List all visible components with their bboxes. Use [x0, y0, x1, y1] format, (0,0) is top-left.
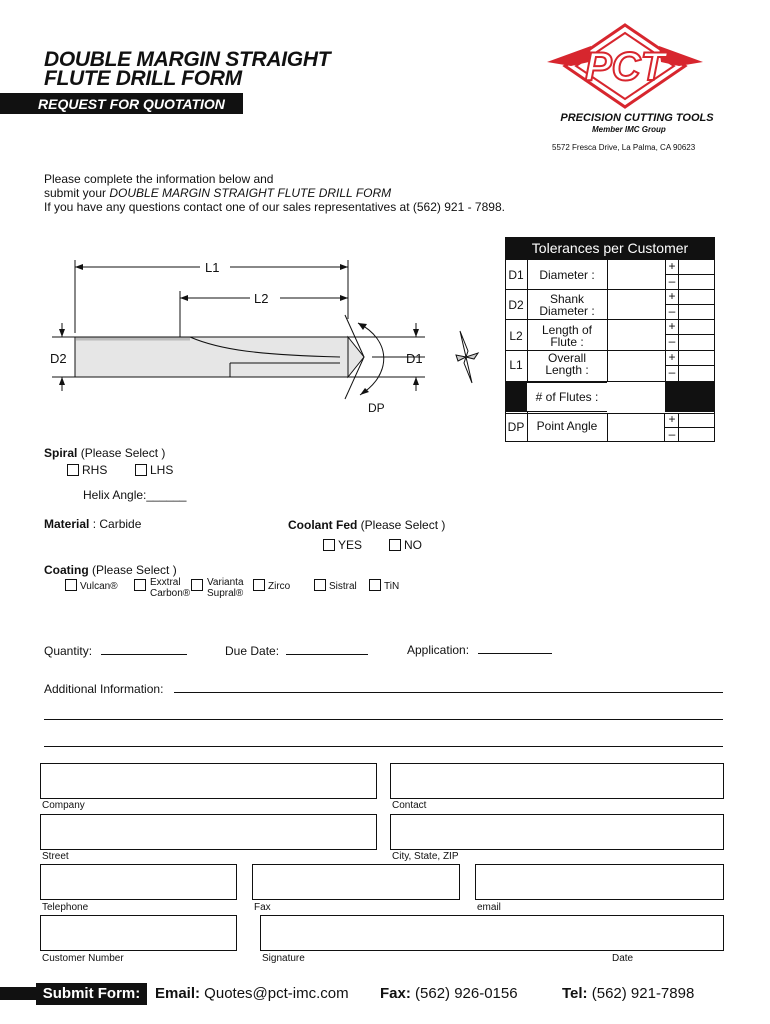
l1-arrow-left [75, 264, 83, 270]
additional-info-line-3[interactable] [44, 746, 723, 747]
minus-sign: – [668, 334, 676, 348]
spiral-label: Spiral [44, 446, 78, 460]
label-dp: DP [368, 401, 385, 415]
material-label: Material [44, 517, 90, 531]
material-value: : Carbide [89, 517, 142, 531]
end-view-lobe-4 [466, 353, 478, 359]
tol-label-flutes: # of Flutes : [527, 383, 607, 411]
d2-arrowhead-top [59, 329, 65, 337]
company-address: 5572 Fresca Drive, La Palma, CA 90623 [552, 143, 696, 152]
exxtral-checkbox[interactable] [134, 579, 146, 591]
tin-label: TiN [384, 581, 400, 592]
customer-number-label: Customer Number [42, 953, 124, 964]
intro-line2-form: DOUBLE MARGIN STRAIGHT FLUTE DRILL FORM [109, 186, 392, 200]
coolant-hint: (Please Select ) [357, 518, 446, 532]
d1-arrowhead-top [413, 329, 419, 337]
col-sep [527, 259, 528, 442]
company-input[interactable] [40, 763, 377, 799]
tin-checkbox[interactable] [369, 579, 381, 591]
email-input[interactable] [475, 864, 724, 900]
coating-hint: (Please Select ) [88, 563, 177, 577]
intro-line2-prefix: submit your [44, 186, 110, 200]
minus-sign: – [668, 304, 676, 318]
label-l1: L1 [205, 260, 220, 275]
tol-label-l2: Length of Flute : [541, 323, 593, 349]
footer-tel [562, 985, 694, 1002]
footer-tel-label: Tel: [562, 985, 588, 1002]
intro-line2 [44, 186, 505, 200]
helix-angle[interactable]: Helix Angle:______ [83, 488, 187, 502]
spiral-heading [44, 446, 165, 460]
contact-label: Contact [392, 800, 427, 811]
intro-line3: If you have any questions contact one of our sales representatives at (562) 921 - 7898. [44, 200, 505, 214]
vulcan-checkbox[interactable] [65, 579, 77, 591]
date-label: Date [612, 953, 634, 964]
lhs-checkbox[interactable] [135, 464, 147, 476]
tol-code-l2: L2 [509, 329, 523, 343]
drill-body [75, 337, 348, 377]
plus-sign: + [668, 350, 676, 364]
contact-input[interactable] [390, 763, 724, 799]
telephone-input[interactable] [40, 864, 237, 900]
tol-code-d1: D1 [508, 268, 524, 282]
footer-fax-label: Fax: [380, 985, 411, 1002]
coating-varianta-option[interactable] [191, 579, 206, 592]
rhs-checkbox[interactable] [67, 464, 79, 476]
sistral-checkbox[interactable] [314, 579, 326, 591]
coating-label: Coating [44, 563, 89, 577]
fax-input[interactable] [252, 864, 460, 900]
l2-arrow-left [180, 295, 188, 301]
coolant-yes-label: YES [338, 538, 363, 552]
footer-email[interactable] [155, 985, 349, 1002]
flutes-input[interactable] [607, 382, 665, 412]
plus-sign: + [668, 259, 676, 273]
coolant-no-option[interactable] [389, 538, 422, 552]
coating-exxtral-option[interactable] [134, 579, 149, 592]
exxtral-label-2: Carbon® [150, 588, 191, 599]
coolant-no-checkbox[interactable] [389, 539, 401, 551]
spiral-rhs-option[interactable] [67, 463, 107, 477]
footer-email-label: Email: [155, 985, 201, 1002]
varianta-text [207, 577, 244, 599]
footer-fax-value: (562) 926-0156 [410, 985, 518, 1002]
plus-sign: + [668, 319, 676, 333]
company-label: Company [42, 800, 85, 811]
minus-sign: – [668, 365, 676, 379]
coolant-label: Coolant Fed [288, 518, 358, 532]
quantity-input[interactable] [101, 654, 187, 655]
end-view-lobe-2 [464, 357, 472, 383]
point-angle-input[interactable] [607, 413, 665, 442]
coating-tin-option[interactable] [369, 579, 399, 592]
form-title [44, 50, 330, 88]
varianta-checkbox[interactable] [191, 579, 203, 591]
drill-end-view [456, 331, 478, 383]
quantity-label: Quantity: [44, 644, 93, 658]
footer-fax [380, 985, 518, 1002]
tol-label-d1: Diameter : [539, 268, 595, 282]
coolant-yes-option[interactable] [323, 538, 362, 552]
varianta-label-1: Varianta [207, 577, 244, 588]
coolant-yes-checkbox[interactable] [323, 539, 335, 551]
application-input[interactable] [478, 653, 552, 654]
street-label: Street [42, 851, 69, 862]
l2-arrow-right [340, 295, 348, 301]
form-title-line1: DOUBLE MARGIN STRAIGHT [44, 48, 331, 71]
tol-code-l1: L1 [509, 358, 523, 372]
telephone-label: Telephone [42, 902, 89, 913]
intro-line1: Please complete the information below and [44, 172, 274, 186]
submit-form-label: Submit Form: [36, 983, 147, 1005]
coating-zirco-option[interactable] [253, 579, 290, 592]
coating-sistral-option[interactable] [314, 579, 357, 592]
application-label: Application: [407, 643, 470, 657]
city-state-zip-label: City, State, ZIP [392, 851, 459, 862]
signature-input[interactable] [260, 915, 724, 951]
coolant-no-label: NO [404, 538, 422, 552]
additional-info-line-1[interactable] [174, 692, 723, 693]
coating-vulcan-option[interactable] [65, 579, 118, 592]
form-title-line2: FLUTE DRILL FORM [44, 67, 242, 90]
d1-arrowhead-bottom [413, 377, 419, 385]
tolerance-header: Tolerances per Customer [505, 237, 715, 259]
label-l2: L2 [254, 291, 269, 306]
lhs-label: LHS [150, 463, 174, 477]
plus-sign: + [668, 412, 676, 426]
logo-text: PCT [585, 45, 665, 89]
member-text: Member IMC Group [592, 125, 666, 134]
drill-diagram [40, 255, 500, 425]
exxtral-label-1: Exxtral [150, 577, 181, 588]
exxtral-text [150, 577, 190, 599]
value-col [607, 259, 665, 381]
due-date-label: Due Date: [225, 644, 280, 658]
tolerance-table [505, 237, 715, 442]
zirco-checkbox[interactable] [253, 579, 265, 591]
plus-sign: + [668, 289, 676, 303]
spiral-hint: (Please Select ) [77, 446, 166, 460]
due-date-input[interactable] [286, 654, 368, 655]
rhs-label: RHS [82, 463, 108, 477]
label-d2: D2 [50, 351, 67, 366]
city-state-zip-input[interactable] [390, 814, 724, 850]
intro-text [44, 172, 505, 214]
footer-email-value: Quotes@pct-imc.com [200, 985, 349, 1002]
minus-sign: – [668, 427, 676, 441]
l1-arrow-right [340, 264, 348, 270]
additional-info-line-2[interactable] [44, 719, 723, 720]
vulcan-label: Vulcan® [80, 581, 118, 592]
footer-tel-value: (562) 921-7898 [587, 985, 695, 1002]
zirco-label: Zirco [268, 581, 291, 592]
company-name: PRECISION CUTTING TOOLS [560, 112, 714, 124]
label-d1: D1 [406, 351, 423, 366]
logo-wing-right [659, 46, 703, 66]
tol-label-l1: Overall Length : [545, 351, 589, 377]
minus-sign: – [668, 274, 676, 288]
varianta-label-2: Supral® [207, 588, 244, 599]
fax-label: Fax [254, 902, 271, 913]
end-view-lobe-1 [460, 331, 468, 357]
footer [0, 982, 770, 1006]
signature-label: Signature [262, 953, 305, 964]
drill-point [348, 337, 364, 377]
d2-arrowhead-bottom [59, 377, 65, 385]
footer-bar [0, 987, 36, 1000]
material-field [44, 517, 141, 531]
coolant-heading [288, 518, 445, 532]
email-label: email [477, 902, 501, 913]
tol-label-d2: Shank Diameter : [539, 292, 595, 318]
rfq-subtitle: REQUEST FOR QUOTATION [38, 96, 225, 112]
street-input[interactable] [40, 814, 377, 850]
customer-number-input[interactable] [40, 915, 237, 951]
pm-col [678, 259, 679, 381]
sistral-label: Sistral [329, 581, 357, 592]
tol-label-point: Point Angle [536, 419, 598, 433]
spiral-lhs-option[interactable] [135, 463, 173, 477]
additional-info-label: Additional Information: [44, 682, 164, 696]
tol-code-d2: D2 [508, 298, 524, 312]
point-arc-arrow-top [358, 323, 367, 330]
coating-heading [44, 563, 177, 577]
pct-logo [545, 22, 705, 110]
tol-code-dp: DP [507, 420, 525, 434]
